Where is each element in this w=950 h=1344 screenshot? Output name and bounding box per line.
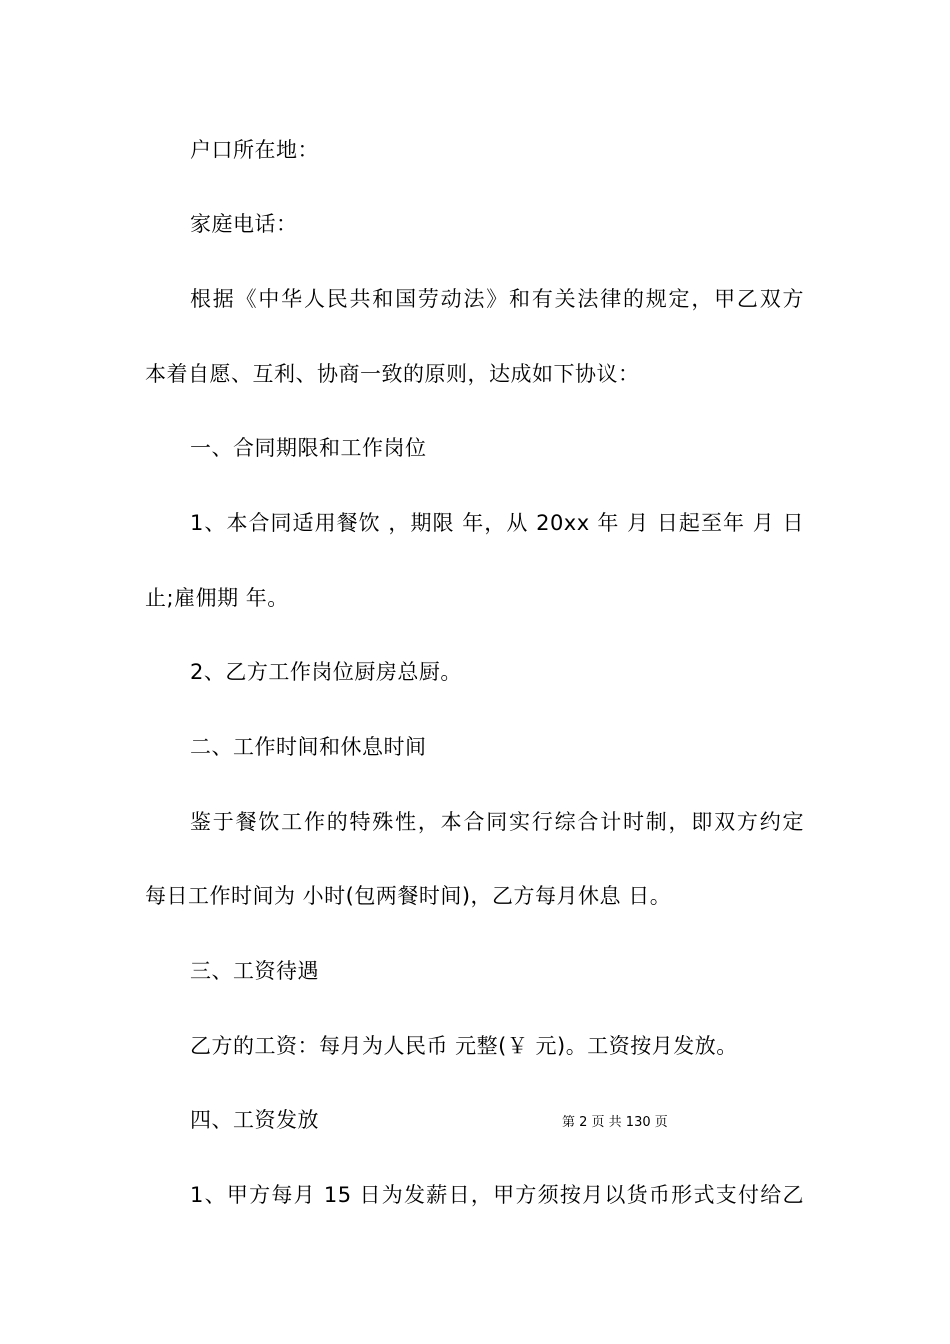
preamble-line-1: 根据《中华人民共和国劳动法》和有关法律的规定，甲乙双方 xyxy=(190,287,804,311)
clause-2-line-1: 鉴于餐饮工作的特殊性，本合同实行综合计时制，即双方约定 xyxy=(190,810,804,834)
section-heading-3: 三、工资待遇 xyxy=(190,959,319,983)
section-heading-1: 一、合同期限和工作岗位 xyxy=(190,436,427,460)
section-heading-2: 二、工作时间和休息时间 xyxy=(190,735,427,759)
page-number: 第 2 页 共 130 页 xyxy=(562,1115,668,1130)
household-registration-line: 户口所在地： xyxy=(190,138,319,162)
clause-2-line-2: 每日工作时间为 小时(包两餐时间)，乙方每月休息 日。 xyxy=(145,884,672,908)
clause-1-1-line-1: 1、本合同适用餐饮 ，期限 年，从 20xx 年 月 日起至年 月 日 xyxy=(190,511,804,535)
clause-3: 乙方的工资：每月为人民币 元整(￥ 元)。工资按月发放。 xyxy=(190,1034,738,1058)
home-phone-line: 家庭电话： xyxy=(190,212,298,236)
clause-1-1-line-2: 止;雇佣期 年。 xyxy=(145,586,289,610)
clause-1-2: 2、乙方工作岗位厨房总厨。 xyxy=(190,660,462,684)
preamble-line-2: 本着自愿、互利、协商一致的原则，达成如下协议： xyxy=(145,362,640,386)
section-heading-4: 四、工资发放 xyxy=(190,1108,319,1132)
clause-4-1-line-1: 1、甲方每月 15 日为发薪日，甲方须按月以货币形式支付给乙 xyxy=(190,1183,804,1207)
